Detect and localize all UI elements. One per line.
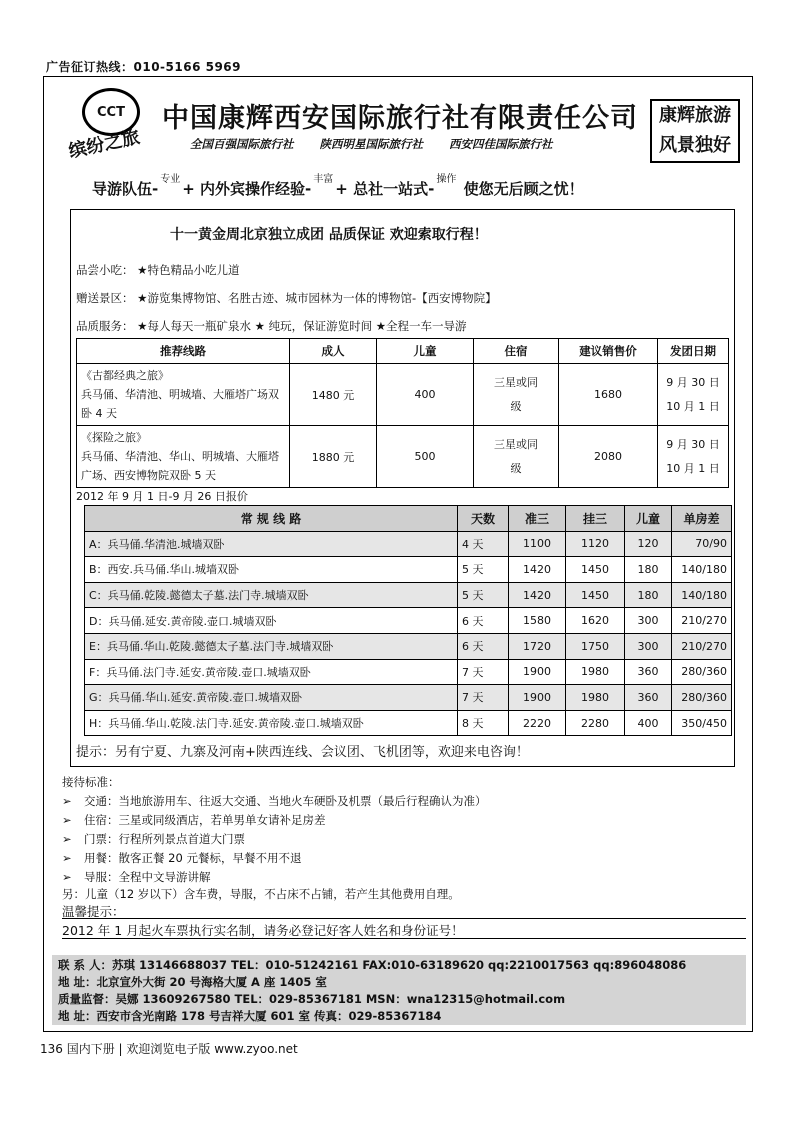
child-price: 400: [377, 364, 474, 426]
star3-price: 1450: [566, 582, 625, 608]
logo-text: CCT: [97, 104, 125, 120]
col-star3: 挂三: [566, 506, 625, 532]
table-row: [85, 710, 732, 736]
days: 5 天: [458, 582, 509, 608]
route: C：兵马俑.乾陵.懿德太子墓.法门寺.城墙双卧: [85, 582, 458, 608]
dates-cell: [658, 364, 729, 426]
inquiry-tip: 提示：另有宁夏、九寨及河南+陕西连线、会议团、飞机团等，欢迎来电咨询！: [76, 745, 529, 760]
honor-2: 陕西明星国际旅行社: [319, 137, 424, 151]
col-hotel: 住宿: [474, 339, 559, 364]
address-xian: 地 址：西安市含光南路 178 号吉祥大厦 601 室 传真：029-85367184: [58, 1009, 442, 1023]
quality-line: 品质服务： ★每人每天一瓶矿泉水 ★ 纯玩，保证游览时间 ★全程一车一导游: [76, 319, 467, 333]
page-footer: 136 国内下册 | 欢迎浏览电子版 www.zyoo.net: [40, 1042, 298, 1056]
std3-price: 1420: [509, 557, 566, 583]
days: 6 天: [458, 633, 509, 659]
service-tagline: [92, 174, 584, 199]
hotel-line-1: 三星或同: [494, 375, 538, 389]
standard-text: 交通：当地旅游用车、往返大交通、当地火车硬卧及机票（最后行程确认为准）: [84, 794, 487, 808]
col-adult: 成人: [290, 339, 377, 364]
col-route: 常 规 线 路: [85, 506, 458, 532]
star3-price: 2280: [566, 710, 625, 736]
days: 7 天: [458, 659, 509, 685]
standard-text: 导服：全程中文导游讲解: [84, 870, 211, 884]
suggested-price: 1680: [559, 364, 658, 426]
single-supplement: 70/90: [672, 531, 732, 557]
table-header-row: [85, 506, 732, 532]
warm-tip-text: 2012 年 1 月起火车票执行实名制，请务必登记好客人姓名和身份证号！: [62, 923, 464, 938]
divider: [62, 938, 746, 939]
tagline-part-4: 使您无后顾之忧！: [463, 180, 584, 198]
arrow-bullet-icon: ➢: [62, 851, 72, 865]
route-name: 《古都经典之旅》: [81, 369, 169, 382]
days: 6 天: [458, 608, 509, 634]
route: E：兵马俑.华山.乾陵.懿德太子墓.法门寺.城墙双卧: [85, 633, 458, 659]
date-2: 10 月 1 日: [666, 399, 720, 413]
tagline-plus-2: +: [335, 180, 348, 198]
gift-line: 赠送景区： ★游览集博物馆、名胜古迹、城市园林为一体的博物馆-【西安博物院】: [76, 291, 497, 305]
std3-price: 1720: [509, 633, 566, 659]
col-days: 天数: [458, 506, 509, 532]
standard-item: [62, 850, 301, 866]
std3-price: 1900: [509, 685, 566, 711]
single-supplement: 280/360: [672, 685, 732, 711]
tagline-plus-1: +: [182, 180, 195, 198]
col-route: 推荐线路: [77, 339, 290, 364]
route: B：西安.兵马俑.华山.城墙双卧: [85, 557, 458, 583]
table-row: [85, 633, 732, 659]
std3-price: 1580: [509, 608, 566, 634]
golden-week-table: [76, 338, 729, 488]
honor-3: 西安四佳国际旅行社: [449, 137, 553, 151]
route-desc: 兵马俑、华清池、明城墙、大雁塔广场双卧 4 天: [81, 388, 279, 420]
standard-text: 用餐：散客正餐 20 元餐标，早餐不用不退: [84, 851, 302, 865]
std3-price: 1420: [509, 582, 566, 608]
route-desc: 兵马俑、华清池、华山、明城墙、大雁塔广场、西安博物院双卧 5 天: [81, 450, 279, 482]
star3-price: 1980: [566, 659, 625, 685]
single-supplement: 140/180: [672, 557, 732, 583]
address-beijing: 地 址：北京宣外大街 20 号海格大厦 A 座 1405 室: [58, 975, 327, 989]
std3-price: 2220: [509, 710, 566, 736]
col-dates: 发团日期: [658, 339, 729, 364]
route: H：兵马俑.华山.乾陵.法门寺.延安.黄帝陵.壶口.城墙双卧: [85, 710, 458, 736]
table-row: [85, 531, 732, 557]
table-header-row: [77, 339, 729, 364]
hotel-line-2: 级: [510, 399, 522, 413]
arrow-bullet-icon: ➢: [62, 813, 72, 827]
route-name: 《探险之旅》: [81, 431, 147, 444]
child-price: 300: [625, 633, 672, 659]
arrow-bullet-icon: ➢: [62, 794, 72, 808]
single-supplement: 280/360: [672, 659, 732, 685]
slogan-line-1: 康辉旅游: [659, 105, 731, 126]
single-supplement: 140/180: [672, 582, 732, 608]
star3-price: 1750: [566, 633, 625, 659]
child-note: 另：儿童（12 岁以下）含车费，导服，不占床不占铺，若产生其他费用自理。: [62, 887, 460, 901]
col-child: 儿童: [377, 339, 474, 364]
table-row: [85, 582, 732, 608]
table-row: [85, 685, 732, 711]
suggested-price: 2080: [559, 426, 658, 488]
table-row: [85, 659, 732, 685]
child-price: 360: [625, 659, 672, 685]
table-row: [77, 426, 729, 488]
date-1: 9 月 30 日: [666, 375, 720, 389]
tagline-sup-3: 操作: [436, 174, 457, 185]
standard-item: [62, 793, 487, 809]
adult-price: 1880 元: [290, 426, 377, 488]
route: D：兵马俑.延安.黄帝陵.壶口.城墙双卧: [85, 608, 458, 634]
arrow-bullet-icon: ➢: [62, 870, 72, 884]
child-price: 180: [625, 582, 672, 608]
single-supplement: 210/270: [672, 608, 732, 634]
ad-hotline: 广告征订热线：010-5166 5969: [46, 60, 242, 74]
adult-price: 1480 元: [290, 364, 377, 426]
slogan-box: [650, 99, 740, 163]
route-cell: [77, 426, 290, 488]
child-price: 400: [625, 710, 672, 736]
star3-price: 1120: [566, 531, 625, 557]
star3-price: 1980: [566, 685, 625, 711]
regular-routes-table: [84, 505, 732, 736]
contact-beijing: 联 系 人：苏琪 13146688037 TEL：010-51242161 FAX:010-63189620 qq:2210017563 qq:896048086: [58, 958, 687, 972]
tagline-sup-1: 专业: [160, 174, 181, 185]
days: 5 天: [458, 557, 509, 583]
company-honors: [190, 136, 575, 152]
slogan-line-2: 风景独好: [659, 135, 731, 156]
quality-supervision: 质量监督：吴娜 13609267580 TEL：029-85367181 MSN：wna12315@hotmail.com: [58, 992, 566, 1006]
standard-item: [62, 812, 326, 828]
hotel-cell: [474, 364, 559, 426]
tagline-part-2: 内外宾操作经验-: [200, 180, 312, 198]
arrow-bullet-icon: ➢: [62, 832, 72, 846]
snack-line: 品尝小吃： ★特色精品小吃儿道: [76, 263, 240, 277]
col-std3: 准三: [509, 506, 566, 532]
table-row: [85, 608, 732, 634]
honor-1: 全国百强国际旅行社: [190, 137, 294, 151]
route: A：兵马俑.华清池.城墙双卧: [85, 531, 458, 557]
star3-price: 1620: [566, 608, 625, 634]
route: F：兵马俑.法门寺.延安.黄帝陵.壶口.城墙双卧: [85, 659, 458, 685]
logo-subtitle: 缤纷之旅: [66, 126, 142, 163]
hotel-cell: [474, 426, 559, 488]
standard-text: 住宿：三星或同级酒店，若单男单女请补足房差: [84, 813, 326, 827]
divider: [62, 918, 746, 919]
company-name: 中国康辉西安国际旅行社有限责任公司: [162, 103, 638, 134]
child-price: 300: [625, 608, 672, 634]
std3-price: 1100: [509, 531, 566, 557]
hotel-line-1: 三星或同: [494, 437, 538, 451]
days: 8 天: [458, 710, 509, 736]
promo-title: 十一黄金周北京独立成团 品质保证 欢迎索取行程！: [170, 227, 488, 243]
standards-heading: 接待标准：: [62, 775, 120, 789]
tagline-part-1: 导游队伍-: [92, 180, 159, 198]
tagline-sup-2: 丰富: [313, 174, 334, 185]
std3-price: 1900: [509, 659, 566, 685]
price-date: 2012 年 9 月 1 日-9 月 26 日报价: [76, 490, 248, 503]
dates-cell: [658, 426, 729, 488]
days: 7 天: [458, 685, 509, 711]
child-price: 500: [377, 426, 474, 488]
table-row: [85, 557, 732, 583]
warm-tip-heading: 温馨提示：: [62, 904, 125, 919]
tagline-part-3: 总社一站式-: [353, 180, 435, 198]
date-1: 9 月 30 日: [666, 437, 720, 451]
standard-item: [62, 831, 245, 847]
col-price: 建议销售价: [559, 339, 658, 364]
days: 4 天: [458, 531, 509, 557]
route: G：兵马俑.华山.延安.黄帝陵.壶口.城墙双卧: [85, 685, 458, 711]
standard-text: 门票：行程所列景点首道大门票: [84, 832, 245, 846]
hotel-line-2: 级: [510, 461, 522, 475]
col-child: 儿童: [625, 506, 672, 532]
route-cell: [77, 364, 290, 426]
col-single: 单房差: [672, 506, 732, 532]
child-price: 360: [625, 685, 672, 711]
date-2: 10 月 1 日: [666, 461, 720, 475]
single-supplement: 350/450: [672, 710, 732, 736]
child-price: 120: [625, 531, 672, 557]
standard-item: [62, 869, 211, 885]
single-supplement: 210/270: [672, 633, 732, 659]
table-row: [77, 364, 729, 426]
child-price: 180: [625, 557, 672, 583]
star3-price: 1450: [566, 557, 625, 583]
